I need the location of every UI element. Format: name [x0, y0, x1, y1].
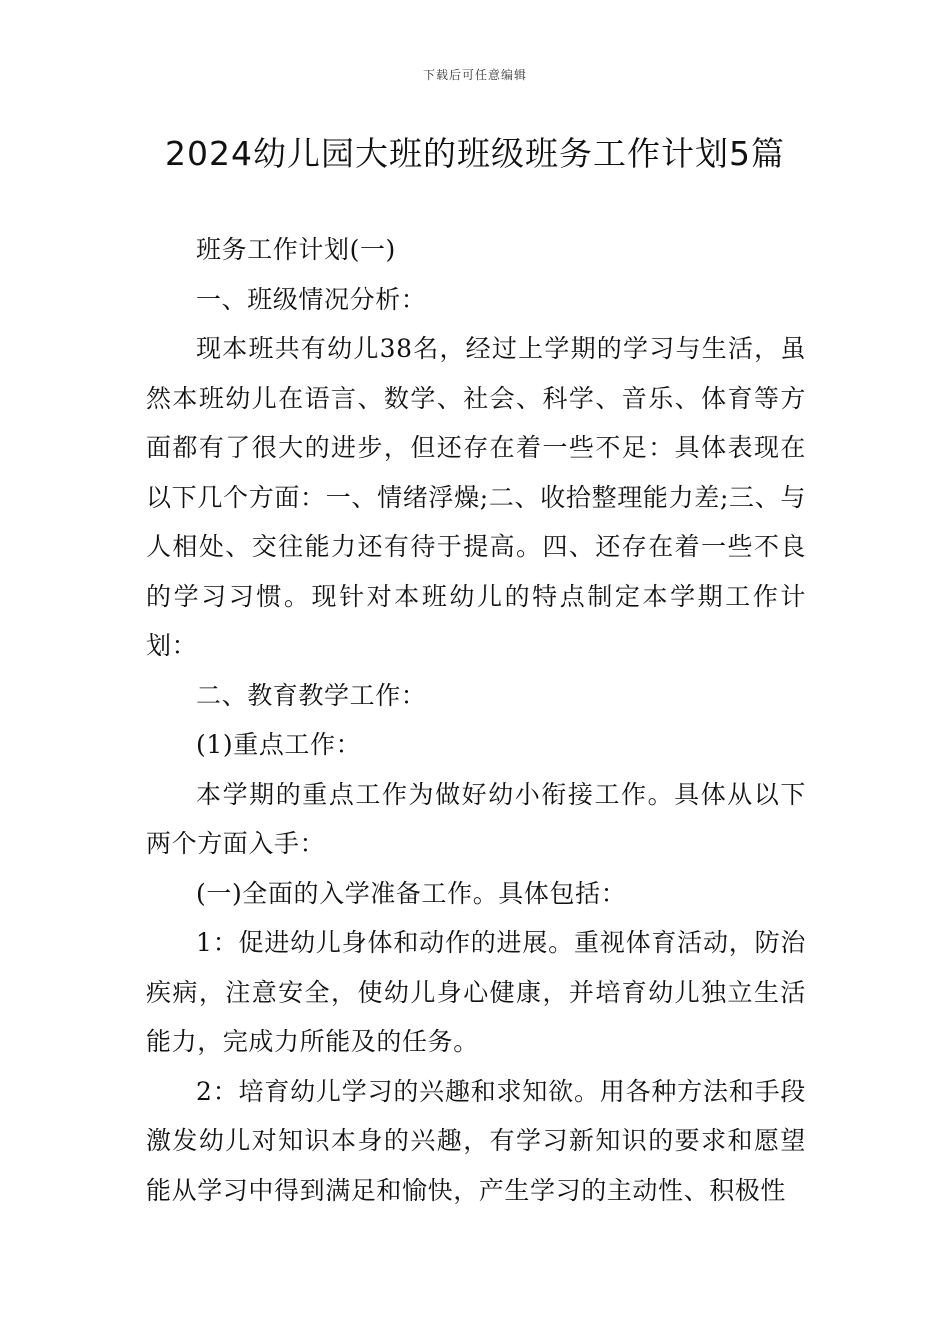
paragraph-section-heading: 班务工作计划(一)	[196, 235, 396, 264]
paragraph-class-analysis-heading: 一、班级情况分析：	[196, 284, 427, 314]
paragraph-item-1: 1：促进幼儿身体和动作的进展。重视体育活动，防治疾病，注意安全，使幼儿身心健康，并培育幼儿独立生活能力，完成力所能及的任务。	[146, 928, 806, 1056]
document-body	[146, 225, 806, 1215]
paragraph-key-work: 本学期的重点工作为做好幼小衔接工作。具体从以下两个方面入手：	[146, 779, 806, 858]
document-title: 2024幼儿园大班的班级班务工作计划5篇	[165, 134, 785, 173]
paragraph-class-analysis: 现本班共有幼儿38名，经过上学期的学习与生活，虽然本班幼儿在语言、数学、社会、科学、音乐、体育等方面都有了很大的进步，但还存在着一些不足：具体表现在以下几个方面：一、情绪浮燥;二、收拾整理能力差;三、与人相处、交往能力还有待于提高。四、还存在着一些不良的学习习惯。现针对本班幼儿的特点制定本学期工作计划：	[146, 334, 806, 660]
page-header-note: 下载后可任意编辑	[422, 68, 527, 82]
paragraph-item-2: 2：培育幼儿学习的兴趣和求知欲。用各种方法和手段激发幼儿对知识本身的兴趣，有学习新知识的要求和愿望能从学习中得到满足和愉快，产生学习的主动性、积极性	[146, 1076, 806, 1205]
paragraph-key-work-heading: (1)重点工作：	[196, 730, 362, 759]
paragraph-teaching-heading: 二、教育教学工作：	[196, 680, 427, 710]
paragraph-preparation-heading: (一)全面的入学准备工作。具体包括：	[196, 878, 627, 908]
